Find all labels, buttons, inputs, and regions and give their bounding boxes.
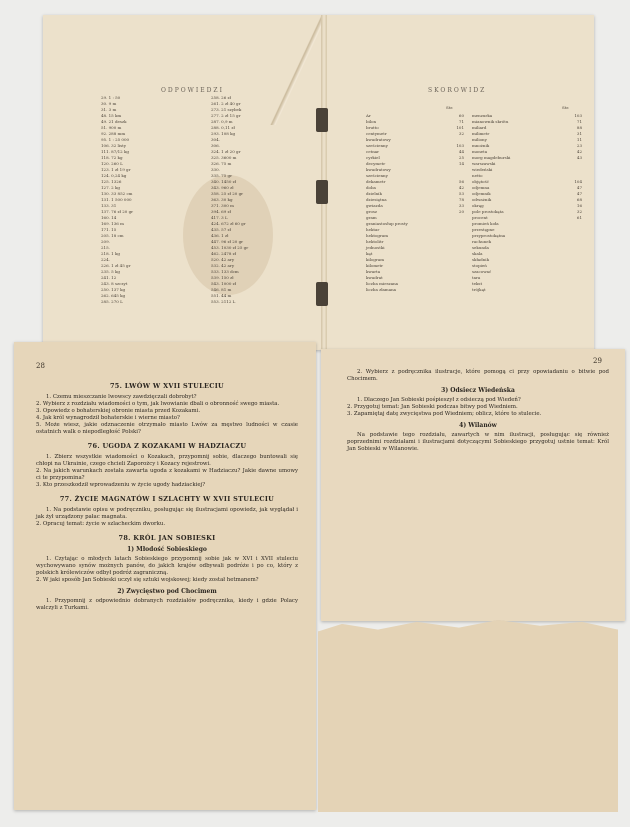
- answer-line: 306.: [211, 143, 220, 148]
- index-term: tara: [472, 275, 481, 280]
- index-term: moneta: [472, 149, 488, 154]
- answer-line: 51. 900 m: [101, 125, 122, 130]
- index-page-ref: 71: [458, 119, 464, 124]
- index-entry: [472, 287, 582, 293]
- answers-page: [43, 15, 326, 350]
- answer-line: 118. 72 kg: [101, 155, 123, 160]
- index-term: mianownik skrótu: [472, 119, 509, 124]
- index-term: liczba złamana: [366, 287, 397, 292]
- index-term: mnożnik: [472, 143, 490, 148]
- answer-line: 285. 270 L: [101, 299, 123, 304]
- answer-line: 131. 1 500 000: [101, 197, 132, 202]
- answer-line: 304.: [211, 137, 220, 142]
- index-term: odjemnik: [472, 191, 491, 196]
- index-term: menzurka: [472, 113, 493, 118]
- answer-line: 325. 3600 m: [211, 155, 237, 160]
- section-78-text-2: 1. Przypomnij z odpowiednio dobranych rozdziałów podręcznika, kiedy i gdzie Polacy walczyli z Turkami.: [36, 598, 298, 611]
- answer-line: 543. 1000 zł: [211, 281, 237, 286]
- section-78-title: 78. KRÓL JAN SOBIESKI: [118, 534, 216, 542]
- index-term: przyprostokątna: [472, 233, 506, 238]
- index-term: milimetr: [472, 131, 490, 136]
- index-page-ref: 101: [456, 125, 464, 130]
- index-term: cetnar: [366, 149, 380, 154]
- answer-line: 169. 136 m: [101, 221, 124, 226]
- index-page-ref: 47: [576, 191, 582, 196]
- index-term: doba: [366, 185, 376, 190]
- index-term: okrąg: [472, 203, 484, 208]
- index-term: miliard: [472, 125, 487, 130]
- answer-line: 111. 87/12 kg: [101, 149, 129, 154]
- index-page-ref: 11: [576, 137, 582, 142]
- index-col-label-2: Str.: [562, 105, 570, 110]
- index-term: gram: [366, 215, 377, 220]
- index-term: tekst: [472, 281, 483, 286]
- section-76-title: 76. UGODA Z KOZAKAMI W HADZIACZU: [87, 442, 247, 450]
- index-term: dzielnik: [366, 191, 382, 196]
- answer-line: 546. 81 m: [211, 287, 232, 292]
- index-term: hektogram: [366, 233, 389, 238]
- index-page-ref: 44: [458, 149, 464, 154]
- answer-line: 462. 2478 zł: [211, 251, 237, 256]
- answer-line: 261. 2 zł 40 gr: [211, 101, 241, 106]
- index-term: odjemna: [472, 185, 490, 190]
- answer-line: 532. 42 ary: [211, 263, 235, 268]
- index-term: stopień: [472, 263, 487, 268]
- index-page-ref: 16: [576, 203, 582, 208]
- section-77-title: 77. ŻYCIE MAGNATÓW I SZLACHTY W XVII STULECIU: [59, 495, 275, 503]
- index-term: kilogram: [366, 257, 385, 262]
- subsection-3-text: 1. Dlaczego Jan Sobieski pośpieszył z odsieczą pod Wiedeń? 2. Przygotuj temat: Jan Sobieski podczas bitwy pod Wiedniem. 3. Zapamiętaj datę zwycięstwa pod Wiedniem; oblicz, które to stulecie.: [347, 397, 542, 417]
- answer-line: 235. 5 kg: [101, 269, 120, 274]
- index-page-ref: 42: [458, 185, 464, 190]
- index-page-ref: 31: [576, 131, 582, 136]
- answer-line: 48. 15 km: [101, 113, 122, 118]
- answer-line: 49. 21 deszk: [101, 119, 127, 124]
- staple-hole: [316, 180, 328, 204]
- index-term: pole prostokąta: [472, 209, 504, 214]
- index-term: hektolitr: [366, 239, 384, 244]
- answer-line: 226. 1 zł 45 gr: [101, 263, 131, 268]
- index-term: sześcienny: [366, 173, 388, 178]
- answer-line: 436. 1 zł: [211, 233, 229, 238]
- index-term: gwiazda: [366, 203, 383, 208]
- index-page-ref: 33: [458, 203, 464, 208]
- index-page-ref: 47: [576, 185, 582, 190]
- answer-line: 539. 150 zł: [211, 275, 234, 280]
- index-term: kwadratowy: [366, 167, 391, 172]
- page-28: [14, 342, 316, 810]
- section-76-text: 1. Zbierz wszystkie wiadomości o Kozakach, przypomnij sobie, dlaczego buntowali się chłopi na Ukrainie, czego chcieli Zaporożcy i Kozacy rejestrowi. 2. Na jakich warunkach została zawarta ugoda z kozakami w Hadziaczu? Jakie dawne umowy ci te przypomina? 3. Kto przeszkodził wprowadzeniu w życie ugody hadziackiej?: [36, 454, 298, 488]
- index-term: decymetr: [366, 161, 386, 166]
- index-term: kwadrat: [366, 275, 383, 280]
- answer-line: 330.: [211, 167, 220, 172]
- index-term: rachunek: [472, 239, 492, 244]
- index-page-ref: 61: [576, 215, 582, 220]
- index-column-2: [472, 113, 582, 293]
- index-term: objętość: [472, 179, 489, 184]
- index-page-ref: 43: [576, 155, 582, 160]
- answer-line: 127. 2 kg: [101, 185, 120, 190]
- answer-line: 520. 42 ary: [211, 257, 235, 262]
- index-page-ref: 103: [456, 143, 464, 148]
- index-page-ref: 20: [458, 209, 464, 214]
- answer-line: 435. 57 zł: [211, 227, 231, 232]
- index-term: kwadratowy: [366, 137, 391, 142]
- answers-column-1: [101, 95, 133, 305]
- index-page-ref: 14: [458, 161, 464, 166]
- answer-line: 273. 21 szybek: [211, 107, 242, 112]
- section-78-text-1: 1. Czytając o młodych latach Sobieskiego przypomnij sobie jak w XVI i XVII stuleciu wychowywano synów możnych panów, do jakich krajów odbywali podróże i po co, który z polskich królewiczów odbył podróż zagraniczną. 2. W jaki sposób Jan Sobieski uczył się sztuki wojskowej; kiedy został hetmanem?: [36, 556, 298, 583]
- answer-line: 363. 30 kg: [211, 197, 233, 202]
- index-term: szacować: [472, 269, 492, 274]
- answer-line: 123. 1 zł 19 gr: [101, 167, 131, 172]
- answer-line: 258. 26 zł: [211, 95, 231, 100]
- index-page-ref: 68: [576, 197, 582, 202]
- answer-line: 326. 75 m: [211, 161, 232, 166]
- index-term: kwarta: [366, 269, 381, 274]
- subsection-3-title: 3) Odsiecz Wiedeńska: [441, 387, 515, 394]
- index-term: warszawski: [472, 161, 496, 166]
- answer-line: 551. 44 m: [211, 293, 232, 298]
- staple-hole: [316, 282, 328, 306]
- answer-line: 205. 18 cm: [101, 233, 124, 238]
- answer-line: 224.: [101, 257, 110, 262]
- answer-line: 288. 0,11 zł: [211, 125, 235, 130]
- index-page-ref: 56: [458, 179, 464, 184]
- subsection-4-title: 4) Wilanów: [459, 422, 497, 429]
- answer-line: 218. 1 kg: [101, 251, 120, 256]
- index-term: składnik: [472, 257, 489, 262]
- index-page-ref: 60: [458, 113, 464, 118]
- answer-line: 533. 133 dcm: [211, 269, 239, 274]
- index-term: cyrkiel: [366, 155, 380, 160]
- index-term: netto: [472, 173, 483, 178]
- index-term: Ar: [366, 113, 371, 118]
- answer-line: 209.: [101, 239, 110, 244]
- index-term: sekunda: [472, 245, 489, 250]
- index-col-label-1: Str.: [446, 105, 454, 110]
- answer-line: 130. 33 852 cm: [101, 191, 133, 196]
- index-term: wiedeński: [472, 167, 493, 172]
- answer-line: 215.: [101, 245, 110, 250]
- index-page-ref: 32: [458, 131, 464, 136]
- subsection-4-text: Na podstawie tego rozdziału, zawartych w nim ilustracji, posługując się również poprzednimi rozdziałami i ilustracjami dotyczącymi Sobieskiego przygotuj ustnie temat: Król Jan Sobieski w Wilanowie.: [347, 432, 609, 452]
- index-term: grosz: [366, 209, 378, 214]
- answer-line: 92. 288 mm: [101, 131, 126, 136]
- index-header: SKOROWIDZ: [428, 87, 487, 94]
- chocim-illustrations-text: 2. Wybierz z podręcznika ilustracje, które pomogą ci przy opowiadaniu o bitwie pod Chocimem.: [347, 369, 609, 382]
- answer-line: 447. 96 zł 20 gr: [211, 239, 244, 244]
- index-term: jednostki: [366, 245, 385, 250]
- answer-line: 262. 645 kg: [101, 293, 126, 298]
- index-page: [326, 15, 594, 355]
- answer-line: 324. 1 zł 20 gr: [211, 149, 241, 154]
- index-term: procent: [472, 215, 488, 220]
- answer-line: 394. 69 zł: [211, 209, 231, 214]
- index-page-ref: 32: [576, 209, 582, 214]
- index-column-1: [366, 113, 464, 293]
- index-term: hektar: [366, 227, 380, 232]
- answer-line: 160. 14: [101, 215, 117, 220]
- index-page-ref: 25: [458, 155, 464, 160]
- answer-line: 241. 12: [101, 275, 117, 280]
- index-term: bilon: [366, 119, 377, 124]
- answer-line: 171. 15: [101, 227, 117, 232]
- index-term: odważnik: [472, 197, 492, 202]
- section-78-subtitle-2: 2) Zwycięstwo pod Chocimem: [117, 588, 217, 595]
- answer-line: 243. 8 szczyt: [101, 281, 128, 286]
- page-number-right: 29: [593, 357, 602, 365]
- answer-line: 120. 260 L: [101, 161, 123, 166]
- page-number-left: 28: [36, 362, 45, 370]
- index-term: dekametr: [366, 179, 386, 184]
- answer-line: 553. 2112 L: [211, 299, 236, 304]
- index-term: sześcienny: [366, 143, 388, 148]
- answer-line: 424. 672 zł 60 gr: [211, 221, 246, 226]
- answer-line: 453. 1030 zł 25 gr: [211, 245, 249, 250]
- index-page-ref: 42: [576, 149, 582, 154]
- answer-line: 29. 1 : 50: [101, 95, 121, 100]
- index-term: trójkąt: [472, 287, 486, 292]
- index-term: kilometr: [366, 263, 384, 268]
- index-term: brutto: [366, 125, 379, 130]
- answer-line: 106. 32 listy: [101, 143, 127, 148]
- section-75-text: 1. Czemu mieszczanie lwowscy zawdzięczali dobrobyt? 2. Wybierz z rozdziału wiadomości o tym, jak lwowianie dbali o obronność swego miasta. 3. Opowiedz o bohaterskiej obronie miasta przed Kozakami. 4. Jak król wynagrodził bohaterskie i wierne miasto? 5. Może wiesz, jakie odznaczenie otrzymało miasto Lwów za męstwo ludności w czasie ostatnich walk o niepodległość Polski?: [36, 394, 298, 435]
- index-term: dziesiętna: [366, 197, 387, 202]
- answers-column-2: [211, 95, 248, 305]
- index-term: graniastosłup prosty: [366, 221, 408, 226]
- index-page-ref: 53: [458, 191, 464, 196]
- index-term: centymetr: [366, 131, 387, 136]
- answer-line: 358. 25 zł 20 gr: [211, 191, 244, 196]
- section-77-text: 1. Na podstawie opisu w podręczniku, posługując się ilustracjami opowiedz, jak wyglądał i jak żył urządzony pałac magnata. 2. Opracuj temat: życie w szlacheckim dworku.: [36, 507, 298, 527]
- answer-line: 31. 3 m: [101, 107, 117, 112]
- answer-line: 30. 9 m: [101, 101, 117, 106]
- index-page-ref: 88: [576, 125, 582, 130]
- index-page-ref: 104: [574, 179, 582, 184]
- answer-line: 125. 1326: [101, 179, 122, 184]
- torn-lower-page: [318, 620, 618, 812]
- page-29-content: [347, 369, 609, 454]
- page-28-content: [36, 376, 298, 613]
- index-page-ref: 23: [576, 143, 582, 148]
- page-29: [321, 349, 625, 621]
- index-term: kąt: [366, 251, 373, 256]
- index-entry: [366, 287, 464, 293]
- answer-line: 277. 2 zł 15 gr: [211, 113, 241, 118]
- section-75-title: 75. LWÓW W XVII STULECIU: [109, 382, 225, 390]
- answer-line: 287. 0,9 m: [211, 119, 233, 124]
- answer-line: 124. 0,24 kg: [101, 173, 127, 178]
- index-term: liczba mieszana: [366, 281, 399, 286]
- answer-line: 417. 3 L: [211, 215, 228, 220]
- section-78-subtitle-1: 1) Młodość Sobieskiego: [127, 546, 207, 553]
- index-term: miliony: [472, 137, 487, 142]
- index-term: morg magdeburski: [472, 155, 511, 160]
- answer-line: 250. 137 kg: [101, 287, 126, 292]
- answers-header: ODPOWIEDZI: [161, 87, 224, 94]
- answer-line: 340. 1450 zł: [211, 179, 237, 184]
- index-page-ref: 103: [574, 113, 582, 118]
- answer-line: 95. 1 : 25 000: [101, 137, 130, 142]
- index-term: przestępne: [472, 227, 495, 232]
- staple-hole: [316, 108, 328, 132]
- answer-line: 335. 75 gr: [211, 173, 233, 178]
- index-term: promień koła: [472, 221, 499, 226]
- answer-line: 137. 76 zł 20 gr: [101, 209, 134, 214]
- index-page-ref: 71: [576, 119, 582, 124]
- index-page-ref: 78: [458, 197, 464, 202]
- answer-line: 293. 108 kg: [211, 131, 236, 136]
- answer-line: 343. 960 zł: [211, 185, 234, 190]
- index-term: skala: [472, 251, 483, 256]
- answer-line: 133. 31: [101, 203, 117, 208]
- answer-line: 371. 300 m: [211, 203, 234, 208]
